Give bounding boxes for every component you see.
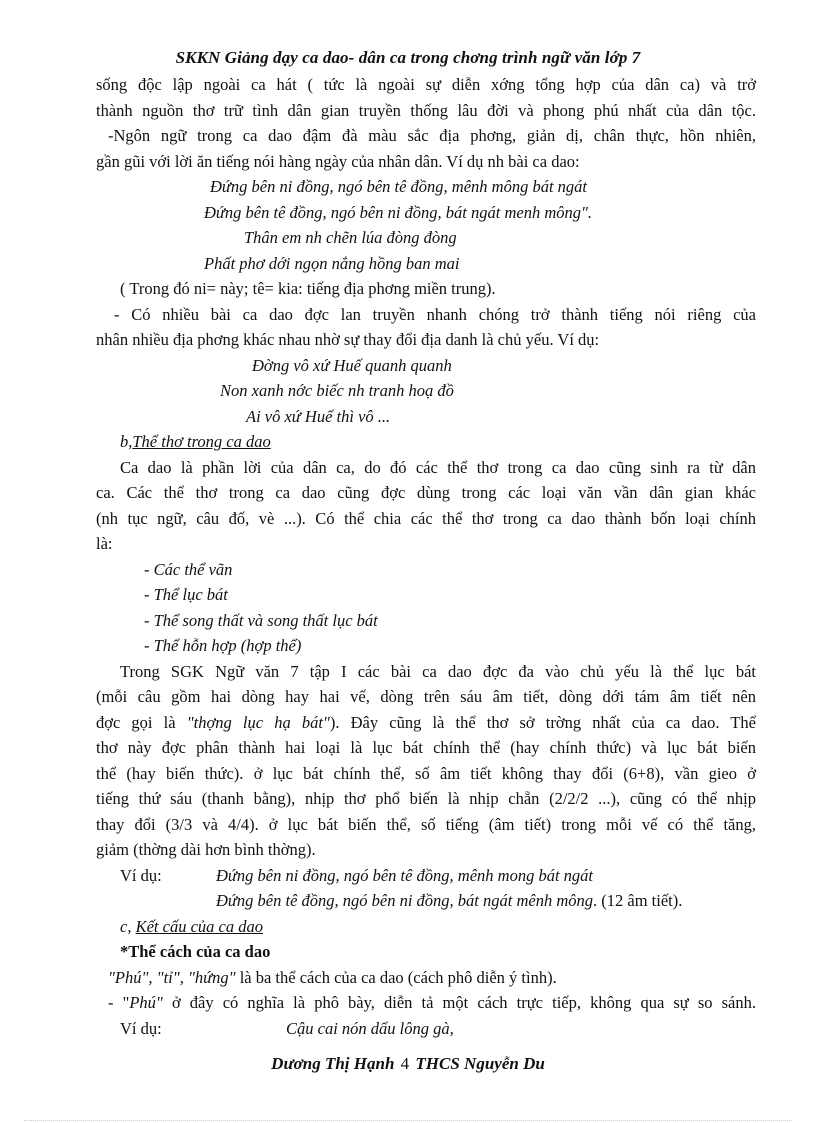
text-line: (mỗi câu gồm hai dòng hay hai vế, dòng trên sáu âm tiết, dòng dới tám âm tiết nên (96, 687, 756, 706)
section-title: Kết cấu của ca dao (135, 916, 263, 936)
poem-line: Đờng vô xứ Huế quanh quanh (252, 355, 452, 375)
page-number: 4 (400, 1054, 410, 1073)
text-line: -Ngôn ngữ trong ca dao đậm đà màu sắc địa phơng, giản dị, chân thực, hồn nhiên, (108, 126, 756, 145)
list-item: - Thể lục bát (144, 585, 228, 604)
poem-line: Phất phơ dới ngọn nắng hồng ban mai (204, 253, 460, 273)
text-line: sống độc lập ngoài ca hát ( tức là ngoài sự diễn xớng tổng hợp của dân ca) và trở (96, 75, 756, 94)
note-line: ( Trong đó ni= này; tê= kia: tiếng địa phơng miền trung). (120, 279, 496, 298)
section-prefix: c, (120, 916, 136, 936)
text-line: Trong SGK Ngữ văn 7 tập I các bài ca dao đợc đa vào chủ yếu là thể lục bát (120, 661, 756, 681)
text-line: thể (hay biến thức). ở lục bát chính thể, số âm tiết không thay đổi (6+8), vần gieo ở (96, 763, 756, 783)
example-poem: Đứng bên ni đồng, ngó bên tê đồng, mênh mong bát ngát (216, 865, 594, 885)
example-label: Ví dụ: (120, 865, 162, 885)
page-bottom-divider (24, 1120, 792, 1121)
example-tail: . (12 âm tiết). (593, 891, 683, 910)
text-run: - " (108, 993, 130, 1012)
poem-line: Ai vô xứ Huế thì vô ... (246, 406, 391, 426)
text-line (96, 965, 756, 991)
text-line: Ca dao là phần lời của dân ca, do đó các thể thơ trong ca dao cũng sinh ra từ dân (120, 457, 756, 477)
text-run: là ba thể cách của ca dao (cách phô diễn ý tình). (235, 967, 557, 987)
text-line: - Có nhiều bài ca dao đợc lan truyền nhanh chóng trở thành tiếng nói riêng của (114, 304, 756, 324)
example-poem: Cậu cai nón dấu lông gà, (286, 1018, 454, 1038)
list-item: - Thể song thất và song thất lục bát (144, 610, 378, 630)
text-line (96, 710, 756, 736)
page-body (96, 72, 756, 1041)
text-run-italic: Phú" (129, 993, 163, 1012)
text-line: là: (96, 534, 113, 553)
section-title: Thể thơ trong ca dao (132, 432, 271, 451)
list-item: - Thể hỗn hợp (hợp thể) (144, 636, 302, 655)
text-line: (nh tục ngữ, câu đố, vè ...). Có thể chia các thể thơ trong ca dao thành bốn loại chính (96, 508, 756, 528)
author-name: Dương Thị Hạnh (271, 1054, 395, 1073)
example-line (96, 863, 756, 889)
list-item: - Các thể vãn (144, 559, 233, 579)
poem-line: Đứng bên tê đồng, ngó bên ni đồng, bát ngát menh mông". (204, 202, 593, 222)
section-prefix: b, (120, 432, 133, 451)
example-poem: Đứng bên tê đồng, ngó bên ni đồng, bát ngát mênh mông (216, 891, 594, 910)
text-run: đợc gọi là (96, 712, 187, 732)
text-line: thay đổi (3/3 và 4/4). ở lục bát biến thể, số tiếng (âm tiết) trong mỗi vế có thể tăng, (96, 814, 756, 834)
text-line: giảm (thờng dài hơn bình thờng). (96, 840, 316, 859)
text-run-italic: "thợng lục hạ bát" (186, 712, 330, 732)
bold-heading: *Thể cách của ca dao (120, 942, 271, 961)
poem-line: Đứng bên ni đồng, ngó bên tê đồng, mênh mông bát ngát (210, 177, 588, 196)
text-line: thơ này đợc phân thành hai loại là lục bát chính thể (hay chính thức) và lục bát biến (96, 738, 756, 757)
school-name: THCS Nguyễn Du (415, 1054, 545, 1073)
example-label: Ví dụ: (120, 1018, 162, 1038)
example-line (96, 1016, 756, 1042)
text-line: gần gũi với lời ăn tiếng nói hàng ngày của nhân dân. Ví dụ nh bài ca dao: (96, 151, 580, 171)
text-line: nhân nhiều địa phơng khác nhau nhờ sự thay đổi địa danh là chủ yếu. Ví dụ: (96, 330, 600, 349)
section-heading-b (96, 429, 756, 455)
section-heading-c (96, 914, 756, 940)
text-line: tiếng thứ sáu (thanh bằng), nhịp thơ phổ biến là nhịp chẵn (2/2/2 ...), cũng có thể nhịp (96, 789, 756, 808)
text-line (96, 990, 756, 1016)
poem-line: Thân em nh chẽn lúa đòng đòng (244, 228, 457, 247)
text-run: ở đây có nghĩa là phô bày, diễn tả một cách trực tiếp, không qua sự so sánh. (162, 993, 756, 1012)
text-line: ca. Các thể thơ trong ca dao cũng đợc dùng trong các loại văn vần dân gian khác (96, 483, 756, 502)
text-line: thành nguồn thơ trữ tình dân gian truyền thống lâu đời và phong phú nhất của dân tộc. (96, 100, 756, 120)
poem-line: Non xanh nớc biếc nh tranh hoạ đồ (220, 381, 454, 400)
text-run-italic: "Phú", "tỉ", "hứng" (108, 967, 236, 987)
example-line (96, 888, 756, 914)
text-run: ). Đây cũng là thể thơ sở trờng nhất của ca dao. Thể (329, 712, 756, 732)
page-header: SKKN Giảng dạy ca dao- dân ca trong chơng trình ngữ văn lớp 7 (175, 48, 641, 67)
page-footer (0, 1054, 816, 1074)
